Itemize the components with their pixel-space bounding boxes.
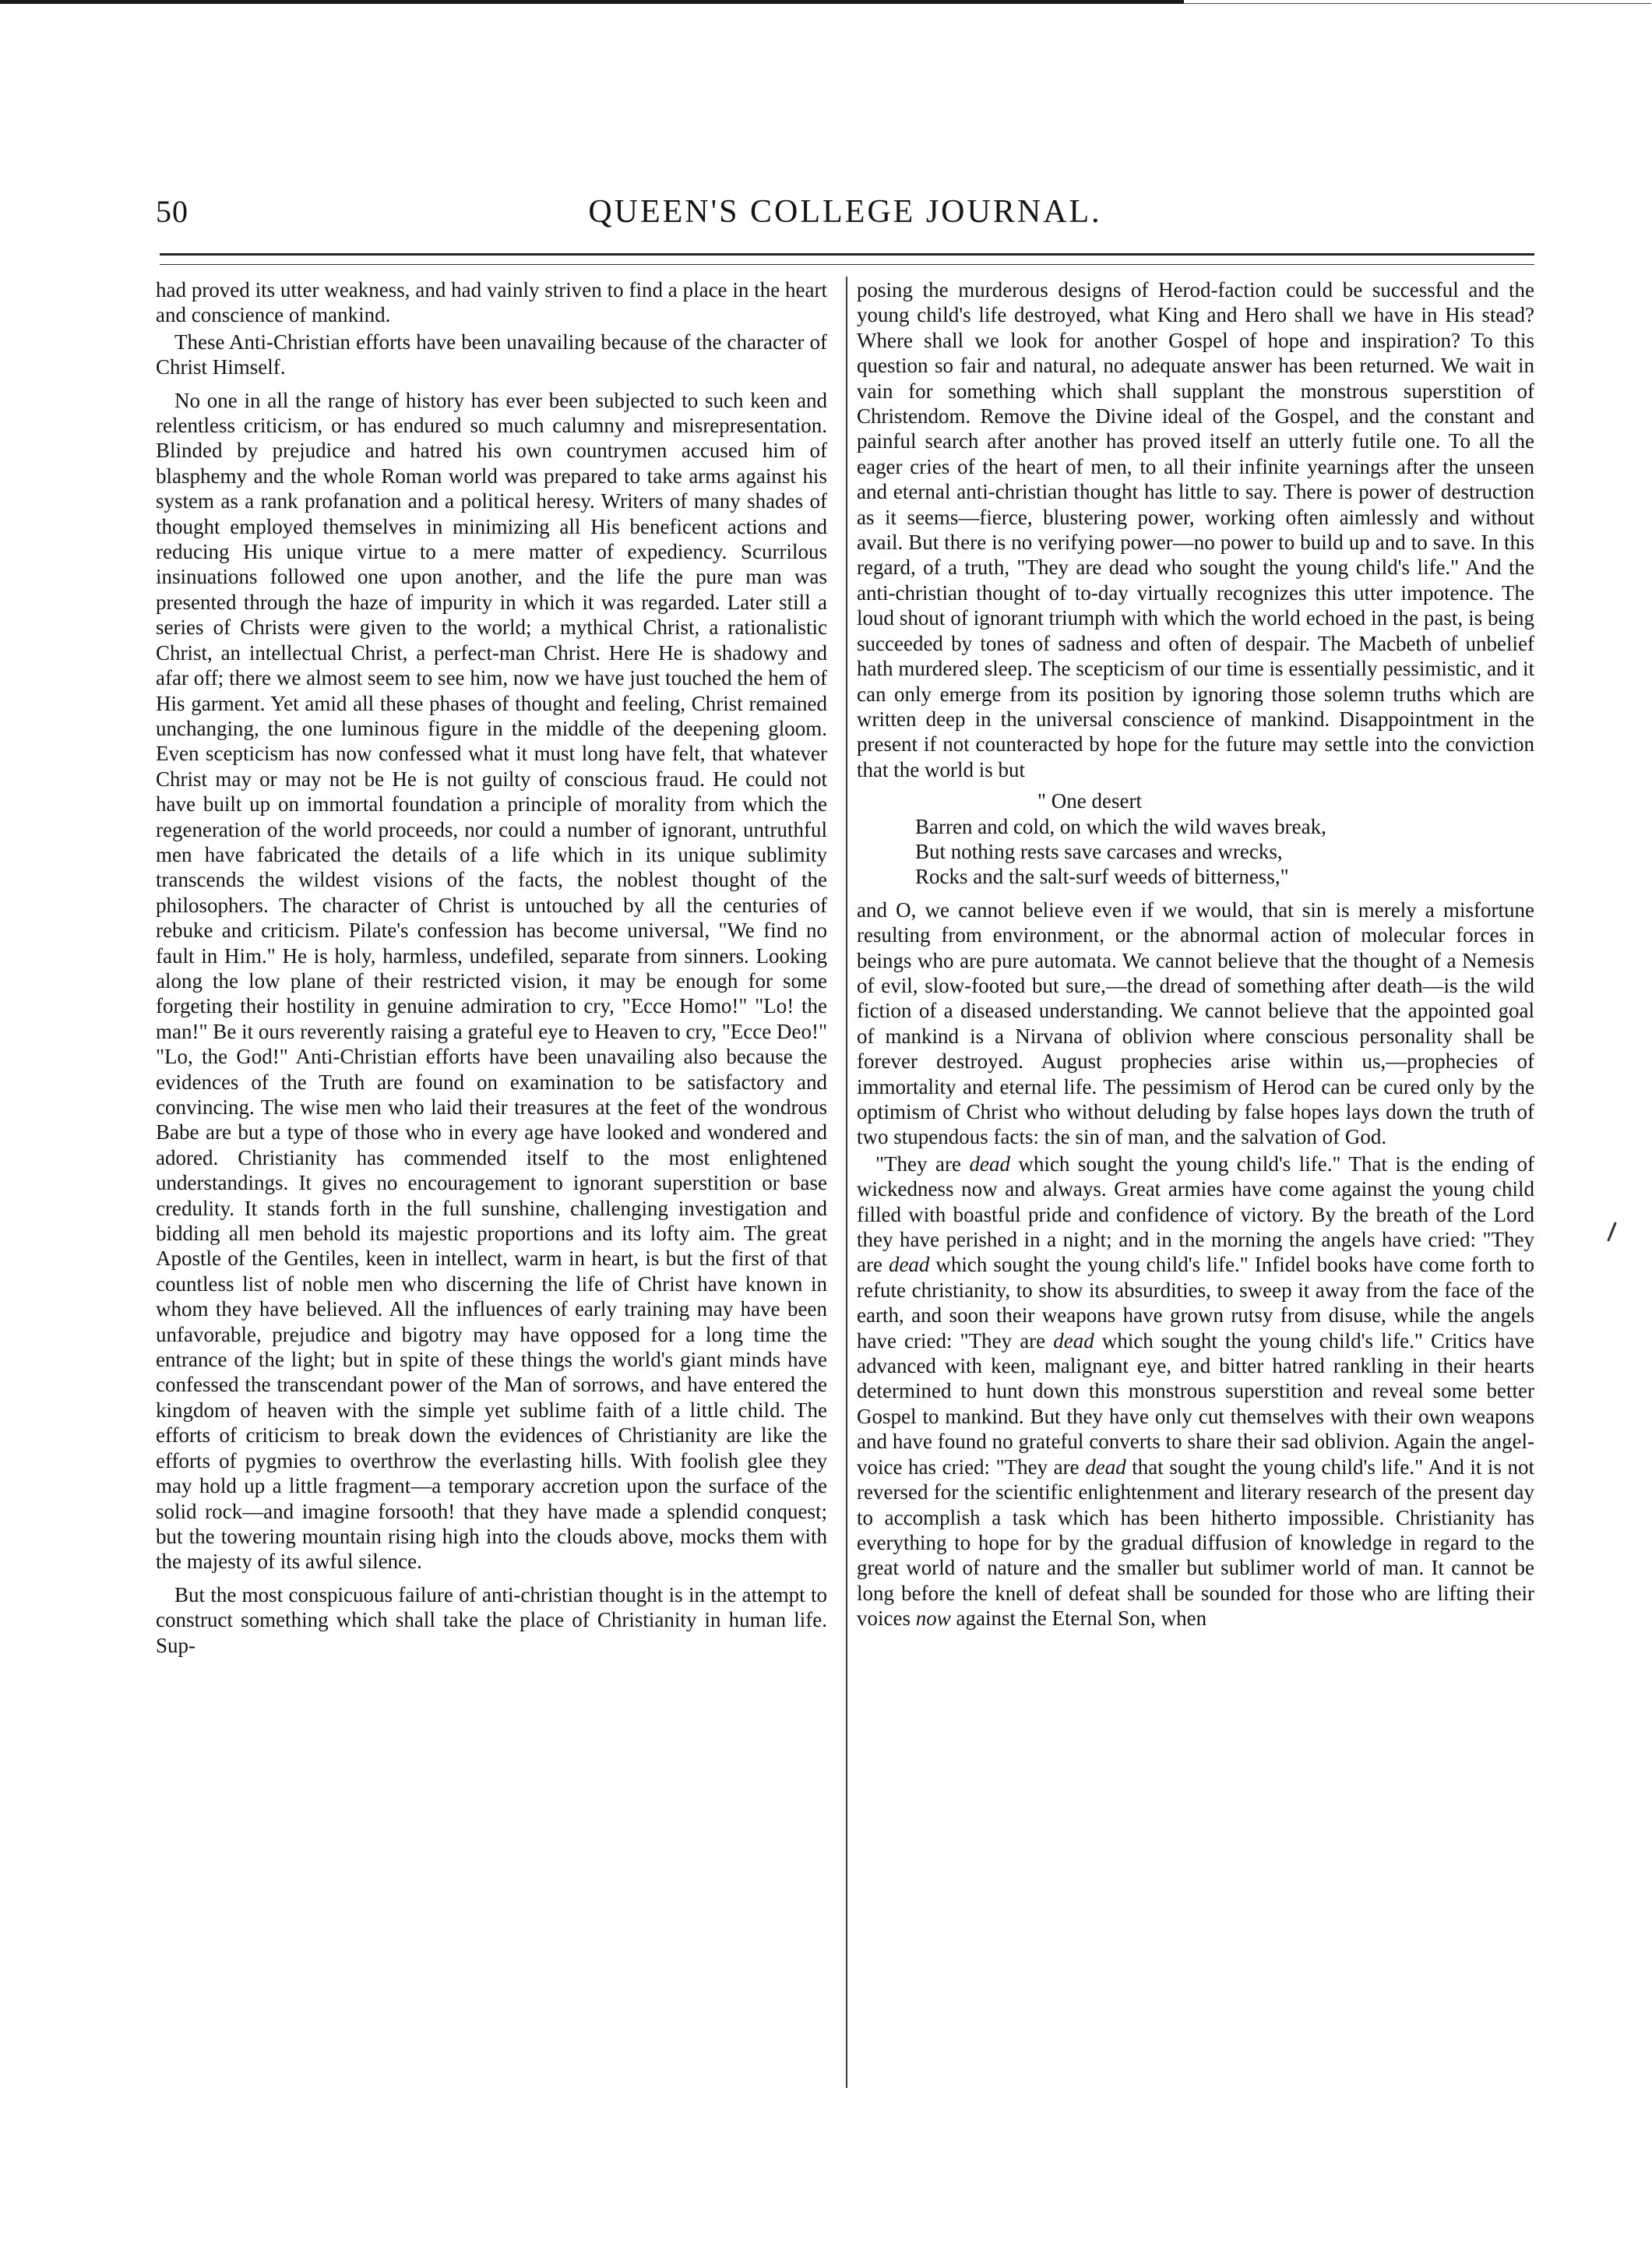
italic-word: dead [1053,1328,1094,1352]
text-run: "They are [875,1151,970,1176]
paragraph [857,1151,1534,1631]
paragraph: and O, we cannot believe even if we would, that sin is merely a misfortune resulting from environment, or the abnormal action of molecular forces in beings who are pure automata. We cannot believe that the thought of a Nemesis of evil, slow-footed but sure,—the dread of something after death—is the wild fiction of a diseased understanding. We cannot believe that the appointed goal of mankind is a Nirvana of oblivion where conscious personality shall be forever destroyed. August prophecies arise within us,—prophecies of immortality and eternal life. The pessimism of Herod can be cured only by the optimism of Christ who without deluding by false hopes lays down the truth of two stupendous facts: the sin of man, and the salvation of God. [857,898,1534,1149]
header-rule-thick [160,253,1534,256]
verse-line: But nothing rests save carcases and wrecks, [915,839,1283,863]
verse-line: Rocks and the salt-surf weeds of bitterness," [915,865,1289,889]
column-divider [846,277,847,2088]
paragraph: posing the murderous designs of Herod-faction could be successful and the young child's life destroyed, what King and Hero shall we have in His stead? Where shall we look for another Gospel of hope and inspiration? To this question so fair and natural, no adequate answer has been returned. We wait in vain for something which shall supplant the monstrous superstition of Christendom. Remove the Divine ideal of the Gospel, and the constant and painful search after another has proved itself an utterly futile one. To all the eager cries of the heart of men, to all their infinite yearnings after the unseen and eternal anti-christian thought has little to say. There is power of destruction as it seems—fierce, blustering power, working often aimlessly and without avail. But there is no verifying power—no power to build up and to save. In this regard, of a truth, "They are dead who sought the young child's life." And the anti-christian thought of to-day virtually recognizes this utter impotence. The loud shout of ignorant triumph with which the world echoed in the past, is being succeeded by tones of sadness and often of despair. The Macbeth of unbelief hath murdered sleep. The scepticism of our time is essentially pessimistic, and it can only emerge from its position by ignoring those solemn truths which are written deep in the universal conscience of mankind. Disappointment in the present if not counteracted by hope for the future may settle into the conviction that the world is but [857,278,1534,781]
top-edge-rule-thin [1184,3,1651,4]
right-column [857,277,1534,1633]
paragraph: had proved its utter weakness, and had vainly striven to find a place in the heart and conscience of mankind. [156,278,827,327]
italic-word: dead [1085,1455,1126,1479]
italic-word: dead [888,1253,930,1277]
text-run: against the Eternal Son, when [950,1606,1207,1631]
verse-line: Barren and cold, on which the wild waves break, [915,814,1326,838]
top-edge-rule [0,0,1184,4]
paragraph: These Anti-Christian efforts have been unavailing because of the character of Christ Himself. [156,330,827,379]
journal-title: QUEEN'S COLLEGE JOURNAL. [588,194,1102,230]
paragraph: But the most conspicuous failure of anti-christian thought is in the attempt to construct something which shall take the place of Christianity in human life. Sup- [156,1582,827,1657]
quoted-verse [857,788,1534,890]
verse-line: " One desert [1037,789,1142,813]
italic-word: dead [969,1151,1010,1176]
text-run: which sought the young child's life." Infidel books have come forth to refute christianity, to show its absurdities, to sweep it away from the face of the earth, and soon their weapons have grown rutsy from disuse, while the angels have cried: "They are [857,1253,1534,1352]
page-number: 50 [156,194,188,229]
text-run: which sought the young child's life." Critics have advanced with keen, malignant eye, and bitter hatred rankling in their hearts determined to hunt down this monstrous superstition and reveal some better Gospel to mankind. But they have only cut themselves with their own weapons and have found no grateful converts to share their sad oblivion. Again the angel-voice has cried: "They are [857,1328,1534,1479]
left-column [156,277,827,1659]
text-run: that sought the young child's life." And it is not reversed for the scientific enlightenment and literary research of the present day to accomplish a task which has been hitherto impossible. Christianity has everything to hope for by the gradual diffusion of knowledge in regard to the great world of nature and the smaller but sublimer world of man. It cannot be long before the knell of defeat shall be sounded for those who are lifting their voices [857,1455,1534,1631]
page-header [156,193,1534,248]
margin-pencil-mark [1607,1222,1617,1241]
text-run: which sought the young child's life." That is the ending of wickedness now and always. Great armies have come against the young child filled with boastful pride and confidence of victory. By the breath of the Lord they have perished in a night; and in the morning the angels have cried: "They are [857,1151,1534,1277]
italic-word: now [915,1606,951,1631]
header-rule-thin [160,264,1534,265]
paragraph: No one in all the range of history has ever been subjected to such keen and relentless criticism, or has endured so much calumny and misrepresentation. Blinded by prejudice and hatred his own countrymen accused him of blasphemy and the whole Roman world was prepared to take arms against his system as a rank profanation and a political heresy. Writers of many shades of thought employed themselves in minimizing all His beneficent actions and reducing His unique virtue to a mere matter of expediency. Scurrilous insinuations followed one upon another, and the life the pure man was presented through the haze of impurity in which it was regarded. Later still a series of Christs were given to the world; a mythical Christ, a rationalistic Christ, an intellectual Christ, a perfect-man Christ. Here He is shadowy and afar off; there we almost seem to see him, now we have just touched the hem of His garment. Yet amid all these phases of thought and feeling, Christ remained unchanging, the one luminous figure in the middle of the deepening gloom. Even scepticism has now confessed what it must long have felt, that whatever Christ may or may not be He is not guilty of conscious fraud. He could not have built up on immortal foundation a principle of morality from which the regeneration of the world proceeds, nor could a number of ignorant, untruthful men have fabricated the details of a life which in its unique sublimity transcends the wildest visions of the facts, the noblest thought of the philosophers. The character of Christ is untouched by all the centuries of rebuke and criticism. Pilate's confession has become universal, "We find no fault in Him." He is holy, harmless, undefiled, separate from sinners. Looking along the low plane of their restricted vision, it may be enough for some forgeting their hostility in genuine admiration to cry, "Ecce Homo!" "Lo! the man!" Be it ours reverently raising a grateful eye to Heaven to cry, "Ecce Deo!" "Lo, the God!" Anti-Christian efforts have been unavailing also because the evidences of the Truth are found on examination to be satisfactory and convincing. The wise men who laid their treasures at the feet of the wondrous Babe are but a type of those who in every age have looked and wondered and adored. Christianity has commended itself to the most enlightened understandings. It gives no encouragement to ignorant superstition or base credulity. It stands forth in the full sunshine, challenging investigation and bidding all men behold its majestic proportions and its lofty aim. The great Apostle of the Gentiles, keen in intellect, warm in heart, is but the first of that countless list of noble men who discerning the life of Christ have known in whom they have believed. All the influences of early training may have been unfavorable, prejudice and bigotry may have opposed for a long time the entrance of the light; but in spite of these things the world's giant minds have confessed the transcendant power of the Man of sorrows, and have entered the kingdom of heaven with the simple yet sublime faith of a little child. The efforts of criticism to break down the evidences of Christianity are like the efforts of pygmies to overthrow the everlasting hills. With foolish glee they may hold up a little fragment—a temporary accretion upon the surface of the solid rock—and imagine forsooth! that they have made a splendid conquest; but the towering mountain rising high into the clouds above, mocks them with the majesty of its awful silence. [156,388,827,1574]
